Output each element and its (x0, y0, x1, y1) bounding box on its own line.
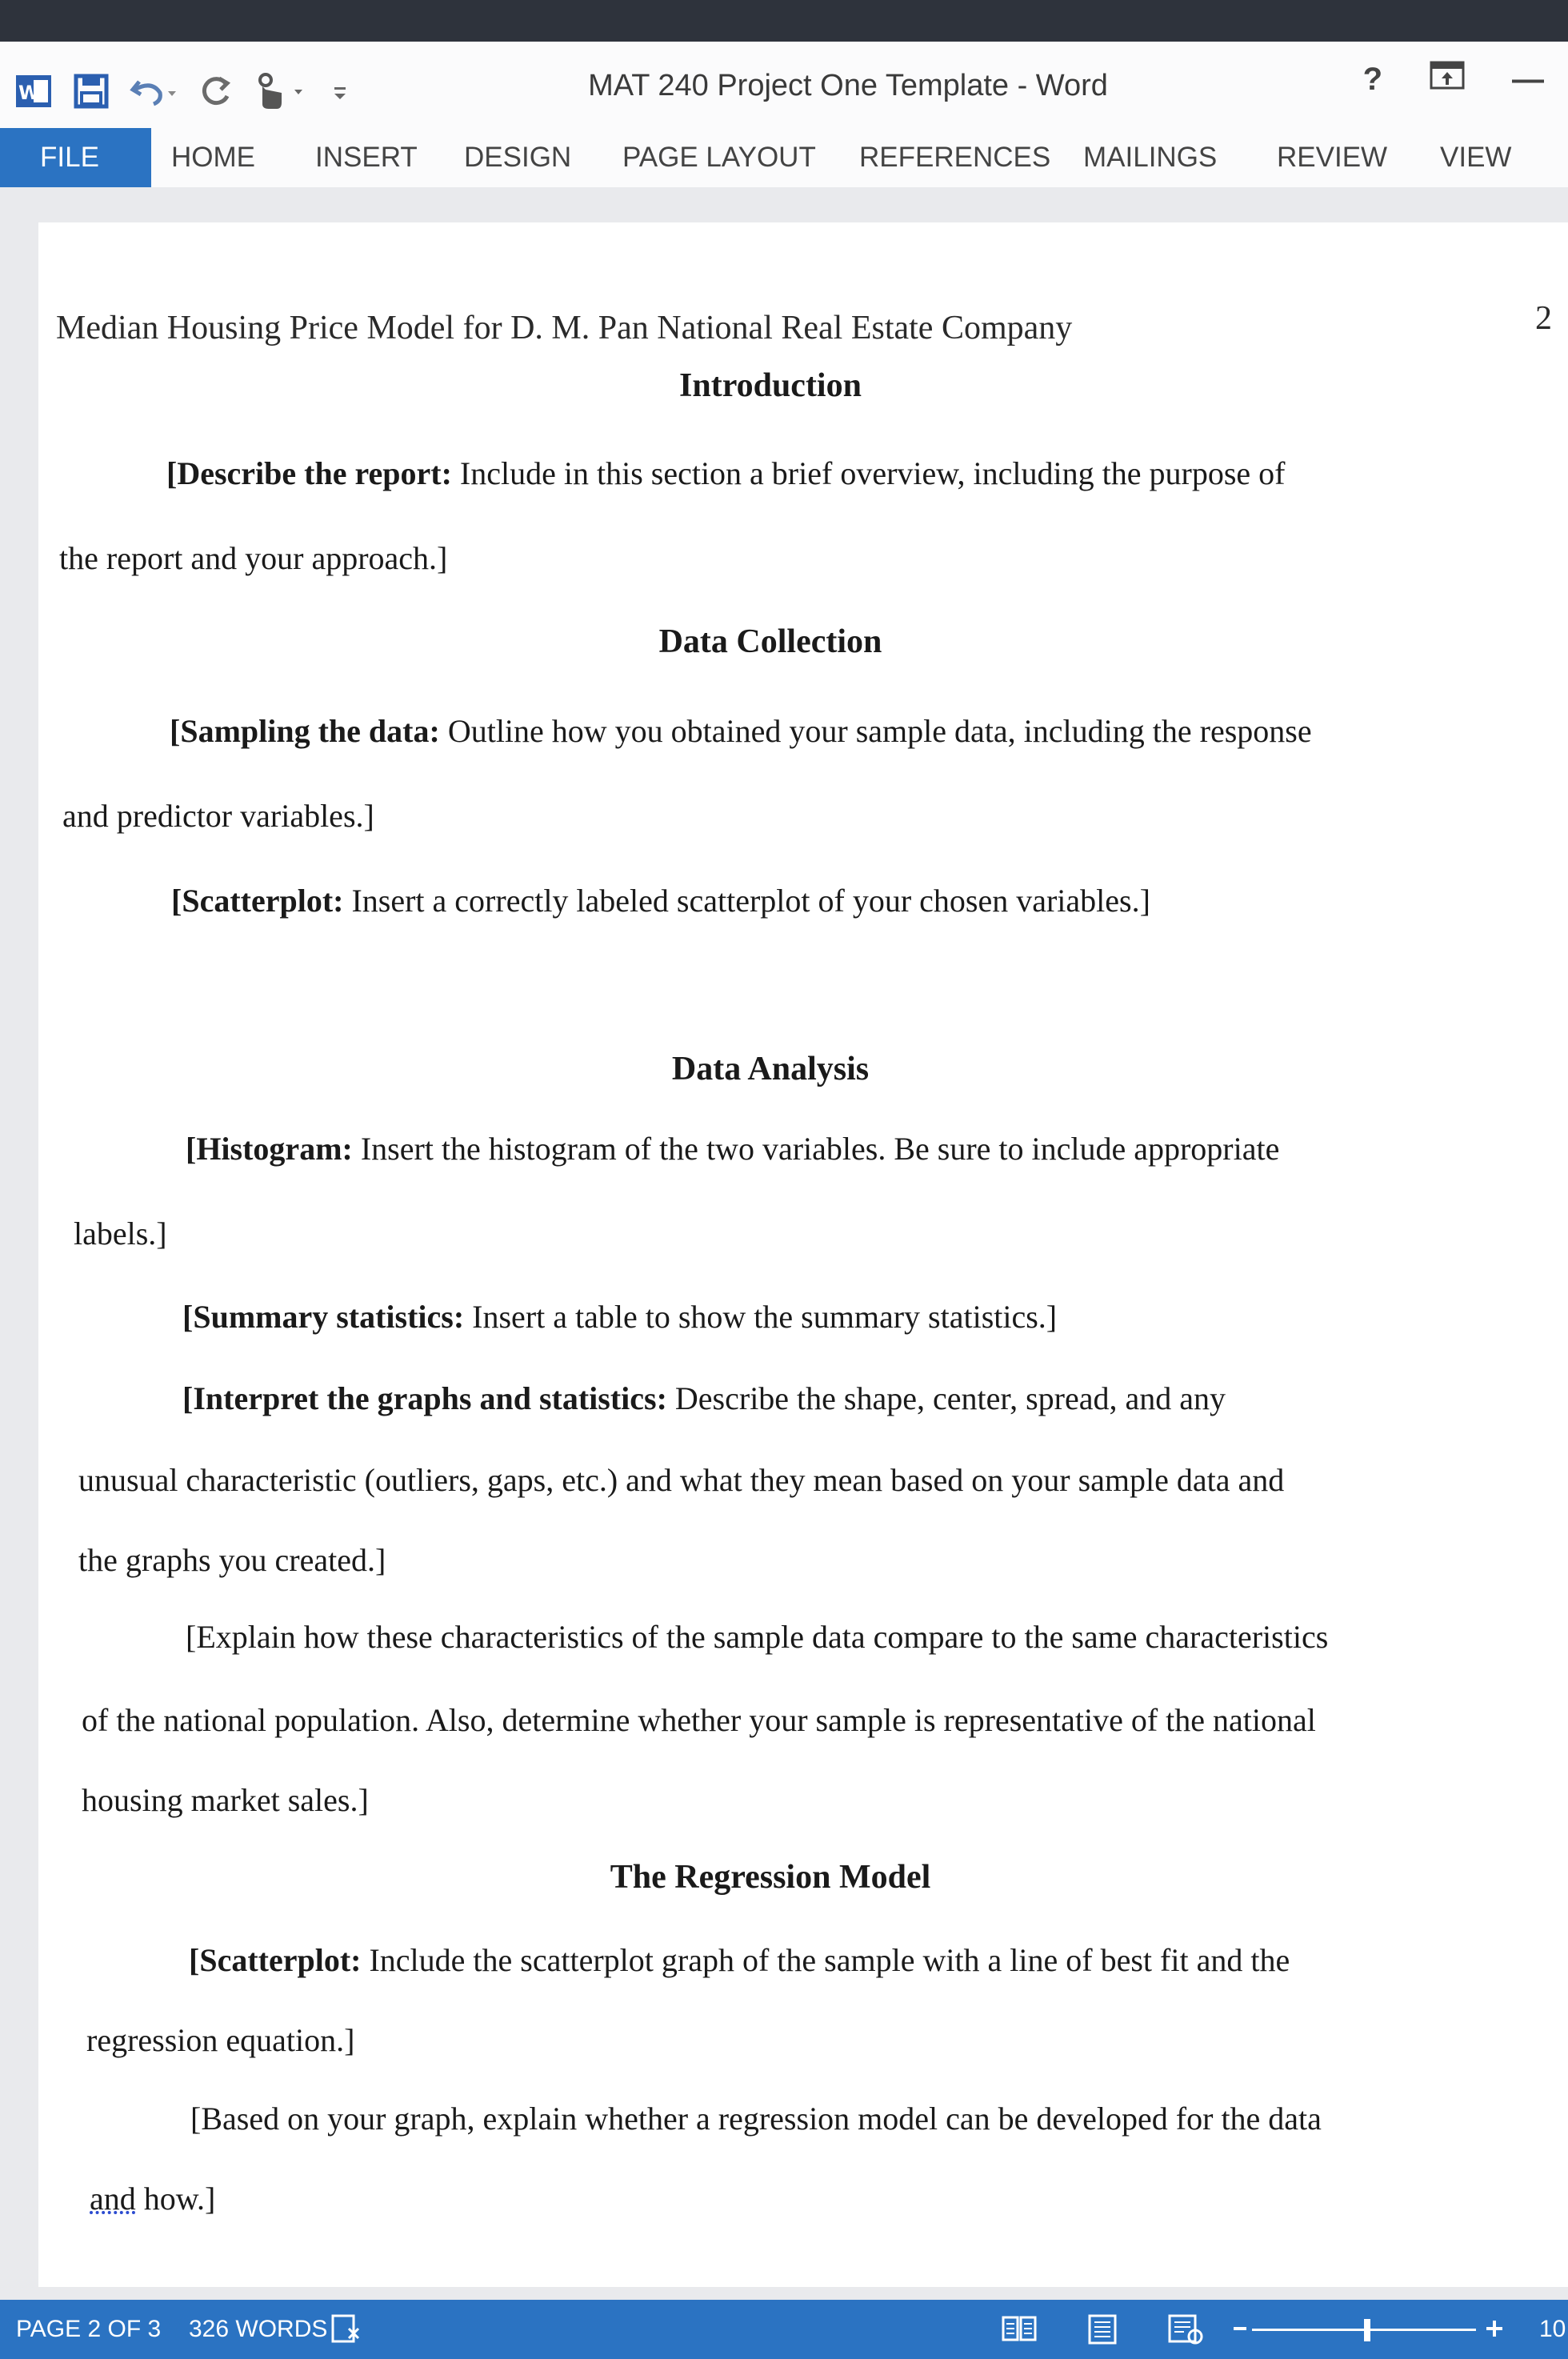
quick-access-toolbar (14, 72, 350, 110)
interpret-label: [Interpret the graphs and statistics: (182, 1380, 667, 1416)
word-app-icon[interactable] (14, 74, 53, 109)
scatterplot-label-2: [Scatterplot: (189, 1942, 362, 1978)
word-window (0, 42, 1568, 2359)
tab-page-layout[interactable]: PAGE LAYOUT (622, 142, 816, 173)
title-bar (0, 42, 1568, 128)
page-number: 2 (1535, 300, 1552, 337)
paragraph-histogram-line-1 (186, 1130, 1279, 1167)
paragraph-based-line-1: [Based on your graph, explain whether a regression model can be developed for the data (190, 2101, 1322, 2137)
paragraph-sampling-line-1 (170, 712, 1312, 750)
document-area (0, 187, 1568, 2300)
heading-introduction: Introduction (679, 367, 862, 404)
sampling-label: [Sampling the data: (170, 713, 440, 749)
minimize-button[interactable]: — (1512, 61, 1544, 97)
describe-label: [Describe the report: (166, 455, 452, 491)
save-icon[interactable] (74, 74, 109, 109)
screen-top-strip (0, 0, 1568, 42)
paragraph-interpret-line-1 (182, 1380, 1226, 1417)
tab-file[interactable]: FILE (0, 128, 151, 187)
paragraph-scatterplot-2-line-2: regression equation.] (86, 2022, 355, 2058)
paragraph-explain-line-3: housing market sales.] (82, 1782, 369, 1818)
word-count-status[interactable]: 326 WORDS (189, 2316, 328, 2342)
scatterplot-text-1: Insert a correctly labeled scatterplot of your chosen variables.] (343, 883, 1150, 919)
zoom-level[interactable]: 10 (1539, 2316, 1566, 2342)
spellcheck-underlined-word: and (90, 2181, 136, 2217)
svg-text:W: W (18, 82, 40, 104)
paragraph-based-line-2 (90, 2180, 215, 2217)
document-title: MAT 240 Project One Template - Word (588, 69, 1108, 102)
paragraph-scatterplot-1 (171, 882, 1150, 919)
ribbon-display-options-icon[interactable] (1429, 59, 1466, 99)
scatterplot-label-1: [Scatterplot: (171, 883, 344, 919)
summary-stats-label: [Summary statistics: (182, 1299, 465, 1335)
based-text-end: how.] (135, 2181, 216, 2217)
histogram-label: [Histogram: (186, 1131, 353, 1167)
paragraph-describe-line-2: the report and your approach.] (59, 540, 448, 576)
tab-references[interactable]: REFERENCES (859, 142, 1051, 173)
print-layout-icon[interactable] (1085, 2313, 1120, 2351)
page-header: Median Housing Price Model for D. M. Pan National Real Estate Company (56, 310, 1073, 346)
describe-text: Include in this section a brief overview, including the purpose of (451, 455, 1286, 491)
histogram-text: Insert the histogram of the two variables. Be sure to include appropriate (352, 1131, 1280, 1167)
heading-data-collection: Data Collection (658, 623, 882, 660)
web-layout-icon[interactable] (1166, 2313, 1205, 2351)
document-page[interactable] (38, 222, 1568, 2287)
paragraph-interpret-line-2: unusual characteristic (outliers, gaps, etc.) and what they mean based on your sample data and (78, 1462, 1285, 1498)
help-button[interactable]: ? (1362, 61, 1382, 97)
heading-data-analysis: Data Analysis (671, 1051, 870, 1087)
redo-icon[interactable] (198, 74, 234, 109)
zoom-in-icon[interactable] (1485, 2316, 1506, 2346)
touch-mode-icon[interactable] (254, 72, 310, 110)
sampling-text: Outline how you obtained your sample data, including the response (439, 713, 1312, 749)
proofing-icon[interactable] (330, 2313, 365, 2351)
scatterplot-text-2: Include the scatterplot graph of the sample with a line of best fit and the (361, 1942, 1290, 1978)
paragraph-describe-line-1 (166, 455, 1285, 492)
customize-toolbar-icon[interactable] (331, 79, 350, 103)
undo-icon[interactable] (130, 74, 178, 109)
paragraph-explain-line-1: [Explain how these characteristics of the sample data compare to the same characteristics (186, 1619, 1329, 1655)
tab-design[interactable]: DESIGN (464, 142, 572, 173)
paragraph-interpret-line-3: the graphs you created.] (78, 1542, 386, 1578)
summary-stats-text: Insert a table to show the summary statistics.] (464, 1299, 1058, 1335)
status-bar (0, 2300, 1568, 2359)
paragraph-sampling-line-2: and predictor variables.] (62, 798, 374, 834)
paragraph-histogram-line-2: labels.] (74, 1216, 167, 1252)
zoom-slider-thumb[interactable] (1364, 2319, 1370, 2341)
heading-regression-model: The Regression Model (610, 1859, 931, 1896)
window-controls (1363, 59, 1544, 99)
zoom-out-icon[interactable] (1232, 2316, 1250, 2346)
ribbon-tabs (0, 128, 1568, 188)
tab-home[interactable]: HOME (171, 142, 255, 173)
tab-mailings[interactable]: MAILINGS (1083, 142, 1218, 173)
tab-view[interactable]: VIEW (1440, 142, 1512, 173)
tab-insert[interactable]: INSERT (315, 142, 418, 173)
page-count-status[interactable]: PAGE 2 OF 3 (16, 2316, 162, 2342)
interpret-text: Describe the shape, center, spread, and any (666, 1380, 1226, 1416)
tab-review[interactable]: REVIEW (1277, 142, 1388, 173)
paragraph-summary-stats (182, 1298, 1057, 1336)
paragraph-scatterplot-2-line-1 (189, 1941, 1290, 1979)
paragraph-explain-line-2: of the national population. Also, determine whether your sample is representative of the national (82, 1702, 1316, 1738)
read-mode-icon[interactable] (1000, 2313, 1038, 2351)
